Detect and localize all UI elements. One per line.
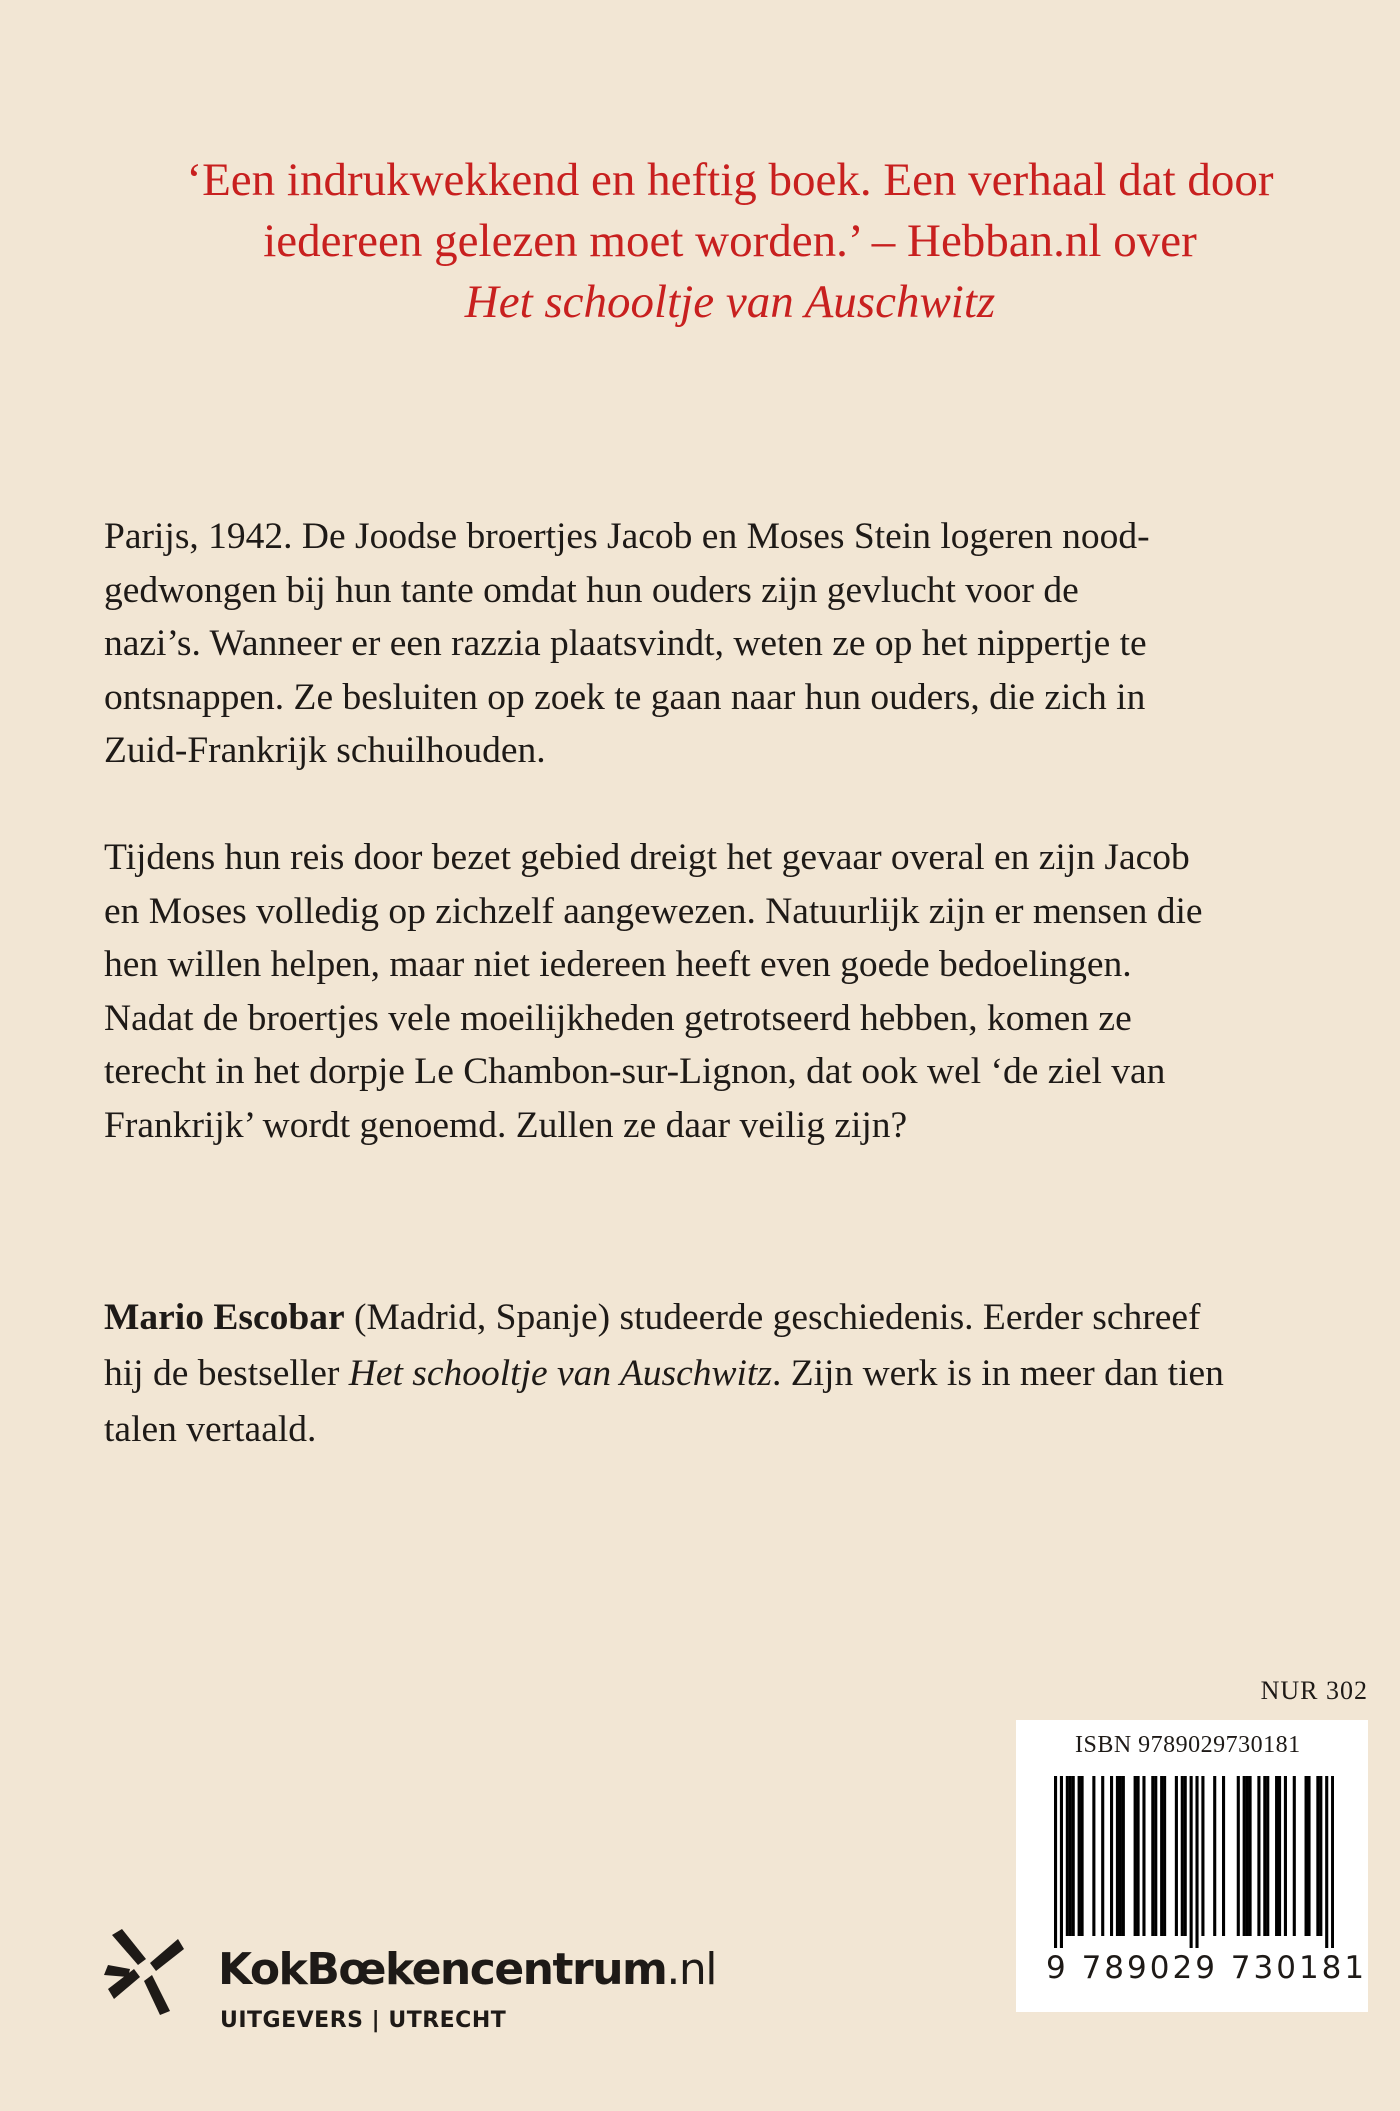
barcode-bar [1275, 1776, 1278, 1936]
barcode-bar [1175, 1776, 1178, 1936]
barcode-bar [1284, 1776, 1287, 1936]
barcode-bar [1278, 1776, 1281, 1936]
bio-line-3: talen vertaald. [104, 1409, 317, 1450]
author-bio [104, 1290, 1374, 1458]
blurb-p2-line: en Moses volledig op zichzelf aangewezen. Natuurlijk zijn er mensen die [104, 890, 1203, 932]
barcode-bar [1325, 1776, 1328, 1948]
barcode-bar [1246, 1776, 1249, 1936]
barcode-bar [1257, 1776, 1260, 1936]
paragraph-spacer [104, 778, 1374, 832]
barcode-bar [1154, 1776, 1157, 1936]
bio-line-1 [104, 1290, 1374, 1346]
barcode-bar [1110, 1776, 1113, 1936]
barcode-bar [1213, 1776, 1216, 1936]
bio-line-1-text: (Madrid, Spanje) studeerde geschiedenis. Eerder schreef [344, 1297, 1201, 1338]
bio-line-2-pre: hij de bestseller [104, 1353, 349, 1394]
barcode-bar [1266, 1776, 1269, 1936]
quote-book-title: Het schooltje van Auschwitz [464, 276, 996, 328]
barcode-bar [1081, 1776, 1084, 1936]
barcode-bar [1243, 1776, 1246, 1936]
barcode-bar [1151, 1776, 1154, 1936]
barcode-bar [1316, 1776, 1319, 1936]
barcode-bar [1101, 1776, 1104, 1936]
blurb-p1-line: ontsnappen. Ze besluiten op zoek te gaan naar hun ouders, die zich in [104, 676, 1146, 718]
barcode-bar [1195, 1776, 1198, 1948]
barcode-bar [1184, 1776, 1187, 1936]
barcode-bar [1307, 1776, 1310, 1936]
blurb-p1-line: gedwongen bij hun tante omdat hun ouders zijn gevlucht voor de [104, 569, 1079, 611]
bio-book-title: Het schooltje van Auschwitz [348, 1353, 772, 1394]
barcode-bar [1201, 1776, 1204, 1936]
barcode-bar [1263, 1776, 1266, 1936]
publisher-subline: UITGEVERS | UTRECHT [220, 2008, 507, 2033]
barcode-bar [1092, 1776, 1095, 1936]
barcode-bar [1078, 1776, 1081, 1936]
barcode-bar [1237, 1776, 1240, 1936]
bio-line-2-post: . Zijn werk is in meer dan tien [771, 1353, 1224, 1394]
review-quote [130, 150, 1330, 333]
blurb-p2-line: Frankrijk’ wordt genoemd. Zullen ze daar veilig zijn? [104, 1104, 908, 1146]
isbn-label: ISBN 9789029730181 [1075, 1732, 1301, 1758]
barcode-bar [1181, 1776, 1184, 1936]
barcode-bar [1222, 1776, 1225, 1936]
barcode-bar [1331, 1776, 1334, 1948]
blurb-p2-line: Tijdens hun reis door bezet gebied dreigt het gevaar overal en zijn Jacob [104, 837, 1190, 878]
barcode-bar [1160, 1776, 1163, 1936]
barcode-bar [1119, 1776, 1122, 1936]
barcode-bar [1137, 1776, 1140, 1936]
barcode-box [1016, 1720, 1368, 2012]
barcode-bar [1072, 1776, 1075, 1936]
barcode-bar [1319, 1776, 1322, 1936]
author-name: Mario Escobar [104, 1297, 345, 1338]
bio-line-2 [104, 1346, 1374, 1402]
barcode-bar [1066, 1776, 1069, 1936]
blurb-p1-line: Zuid-Frankrijk schuilhouden. [104, 730, 546, 771]
quote-line-2: iedereen gelezen moet worden.’ – Hebban.nl over [263, 215, 1197, 267]
barcode-bar [1054, 1776, 1057, 1948]
quote-line-1: ‘Een indrukwekkend en heftig boek. Een verhaal dat door [186, 154, 1274, 206]
publisher-name-main: KokBœkencentrum [218, 1944, 667, 1995]
blurb-p1-line: nazi’s. Wanneer er een razzia plaatsvindt, weten ze op het nippertje te [104, 623, 1147, 664]
publisher-tld: .nl [666, 1944, 717, 1995]
publisher-logo-icon [100, 1925, 190, 2015]
barcode-bar [1249, 1776, 1252, 1936]
barcode-digits: 9 789029 730181 [1046, 1950, 1368, 1986]
blurb-p2-line: Nadat de broertjes vele moeilijkheden getrotseerd hebben, komen ze [104, 997, 1132, 1039]
barcode-bars [1054, 1776, 1334, 1948]
barcode-bar [1116, 1776, 1119, 1936]
barcode-bar [1069, 1776, 1072, 1936]
barcode-bar [1190, 1776, 1193, 1948]
blurb-p1-line: Parijs, 1942. De Joodse broertjes Jacob en Moses Stein logeren nood- [104, 516, 1150, 557]
barcode-bar [1142, 1776, 1145, 1936]
nur-code: NUR 302 [1260, 1676, 1368, 1705]
barcode-bar [1293, 1776, 1296, 1936]
barcode-bar [1163, 1776, 1166, 1936]
blurb-p2-line: terecht in het dorpje Le Chambon-sur-Lignon, dat ook wel ‘de ziel van [104, 1051, 1166, 1092]
barcode-bar [1134, 1776, 1137, 1936]
blurb-p2-line: hen willen helpen, maar niet iedereen heeft even goede bedoelingen. [104, 944, 1132, 985]
publisher-name [218, 1944, 716, 1995]
barcode-bar [1060, 1776, 1063, 1948]
barcode-bar [1122, 1776, 1125, 1936]
book-blurb [104, 510, 1374, 1152]
barcode-bar [1305, 1776, 1308, 1936]
